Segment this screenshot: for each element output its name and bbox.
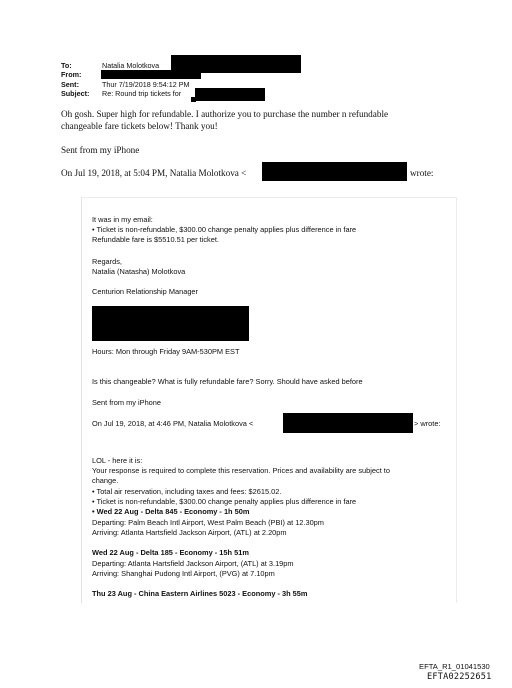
quote1-line-1: It was in my email: [92,215,153,224]
office-hours: Hours: Mon through Friday 9AM-530PM EST [92,347,240,356]
redaction-subject-small [191,97,196,102]
reply-line-1: Oh gosh. Super high for refundable. I authorize you to purchase the number n refundable [61,109,389,119]
subject-value: Re: Round trip tickets for [102,89,182,98]
reply-line-2: changeable fare tickets below! Thank you! [61,121,218,131]
quote2-line-2: Your response is required to complete this reservation. Prices and availability are subject to [92,466,390,475]
to-label: To: [61,61,72,70]
to-value: Natalia Molotkova [102,61,160,70]
non-refundable-note: • Ticket is non-refundable, $300.00 change penalty applies plus difference in fare [92,497,357,506]
quote1-wrote-suffix: > wrote: [414,419,441,428]
subject-label: Subject: [61,89,90,98]
quote1-wrote-prefix: On Jul 19, 2018, at 4:46 PM, Natalia Molotkova < [92,419,254,428]
quote1-sent-from: Sent from my iPhone [92,398,162,407]
reply-wrote-suffix: wrote: [410,168,434,178]
total-reservation: • Total air reservation, including taxes and fees: $2615.02. [92,487,282,496]
signature-name: Natalia (Natasha) Molotkova [92,267,186,276]
bates-number: EFTA02252651 [427,672,492,682]
reply-wrote-prefix: On Jul 19, 2018, at 5:04 PM, Natalia Molotkova < [61,168,247,178]
sent-label: Sent: [61,80,79,89]
sent-value: Thur 7/19/2018 9:54:12 PM [102,80,190,89]
document-id: EFTA_R1_01041530 [419,662,490,671]
redaction-email-1 [262,162,407,181]
redaction-from [101,70,201,79]
flight-2-title: Wed 22 Aug - Delta 185 - Economy - 15h 51m [92,548,249,557]
quote1-line-3: Refundable fare is $5510.51 per ticket. [92,235,219,244]
question-line: Is this changeable? What is fully refundable fare? Sorry. Should have asked before [92,377,363,386]
flight-1-arriving: Arriving: Atlanta Hartsfield Jackson Airport, (ATL) at 2.20pm [92,528,287,537]
flight-2-arriving: Arriving: Shanghai Pudong Intl Airport, (PVG) at 7.10pm [92,569,275,578]
flight-3-title: Thu 23 Aug - China Eastern Airlines 5023 - Economy - 3h 55m [92,589,308,598]
from-label: From: [61,70,82,79]
redaction-subject [195,88,265,101]
quote2-line-1: LOL - here it is: [92,456,143,465]
flight-1-departing: Departing: Palm Beach Intl Airport, West Palm Beach (PBI) at 12.30pm [92,518,324,527]
reply-sent-from: Sent from my iPhone [61,145,140,155]
flight-1-title: • Wed 22 Aug - Delta 845 - Economy - 1h 50m [92,507,250,516]
redaction-email-2 [283,413,413,433]
quote1-line-2: • Ticket is non-refundable, $300.00 change penalty applies plus difference in fare [92,225,357,234]
redaction-signature-block [92,306,249,341]
signature-title: Centurion Relationship Manager [92,287,198,296]
quote2-line-3: change. [92,476,119,485]
regards: Regards, [92,257,122,266]
flight-2-departing: Departing: Atlanta Hartsfield Jackson Airport, (ATL) at 3.19pm [92,559,294,568]
